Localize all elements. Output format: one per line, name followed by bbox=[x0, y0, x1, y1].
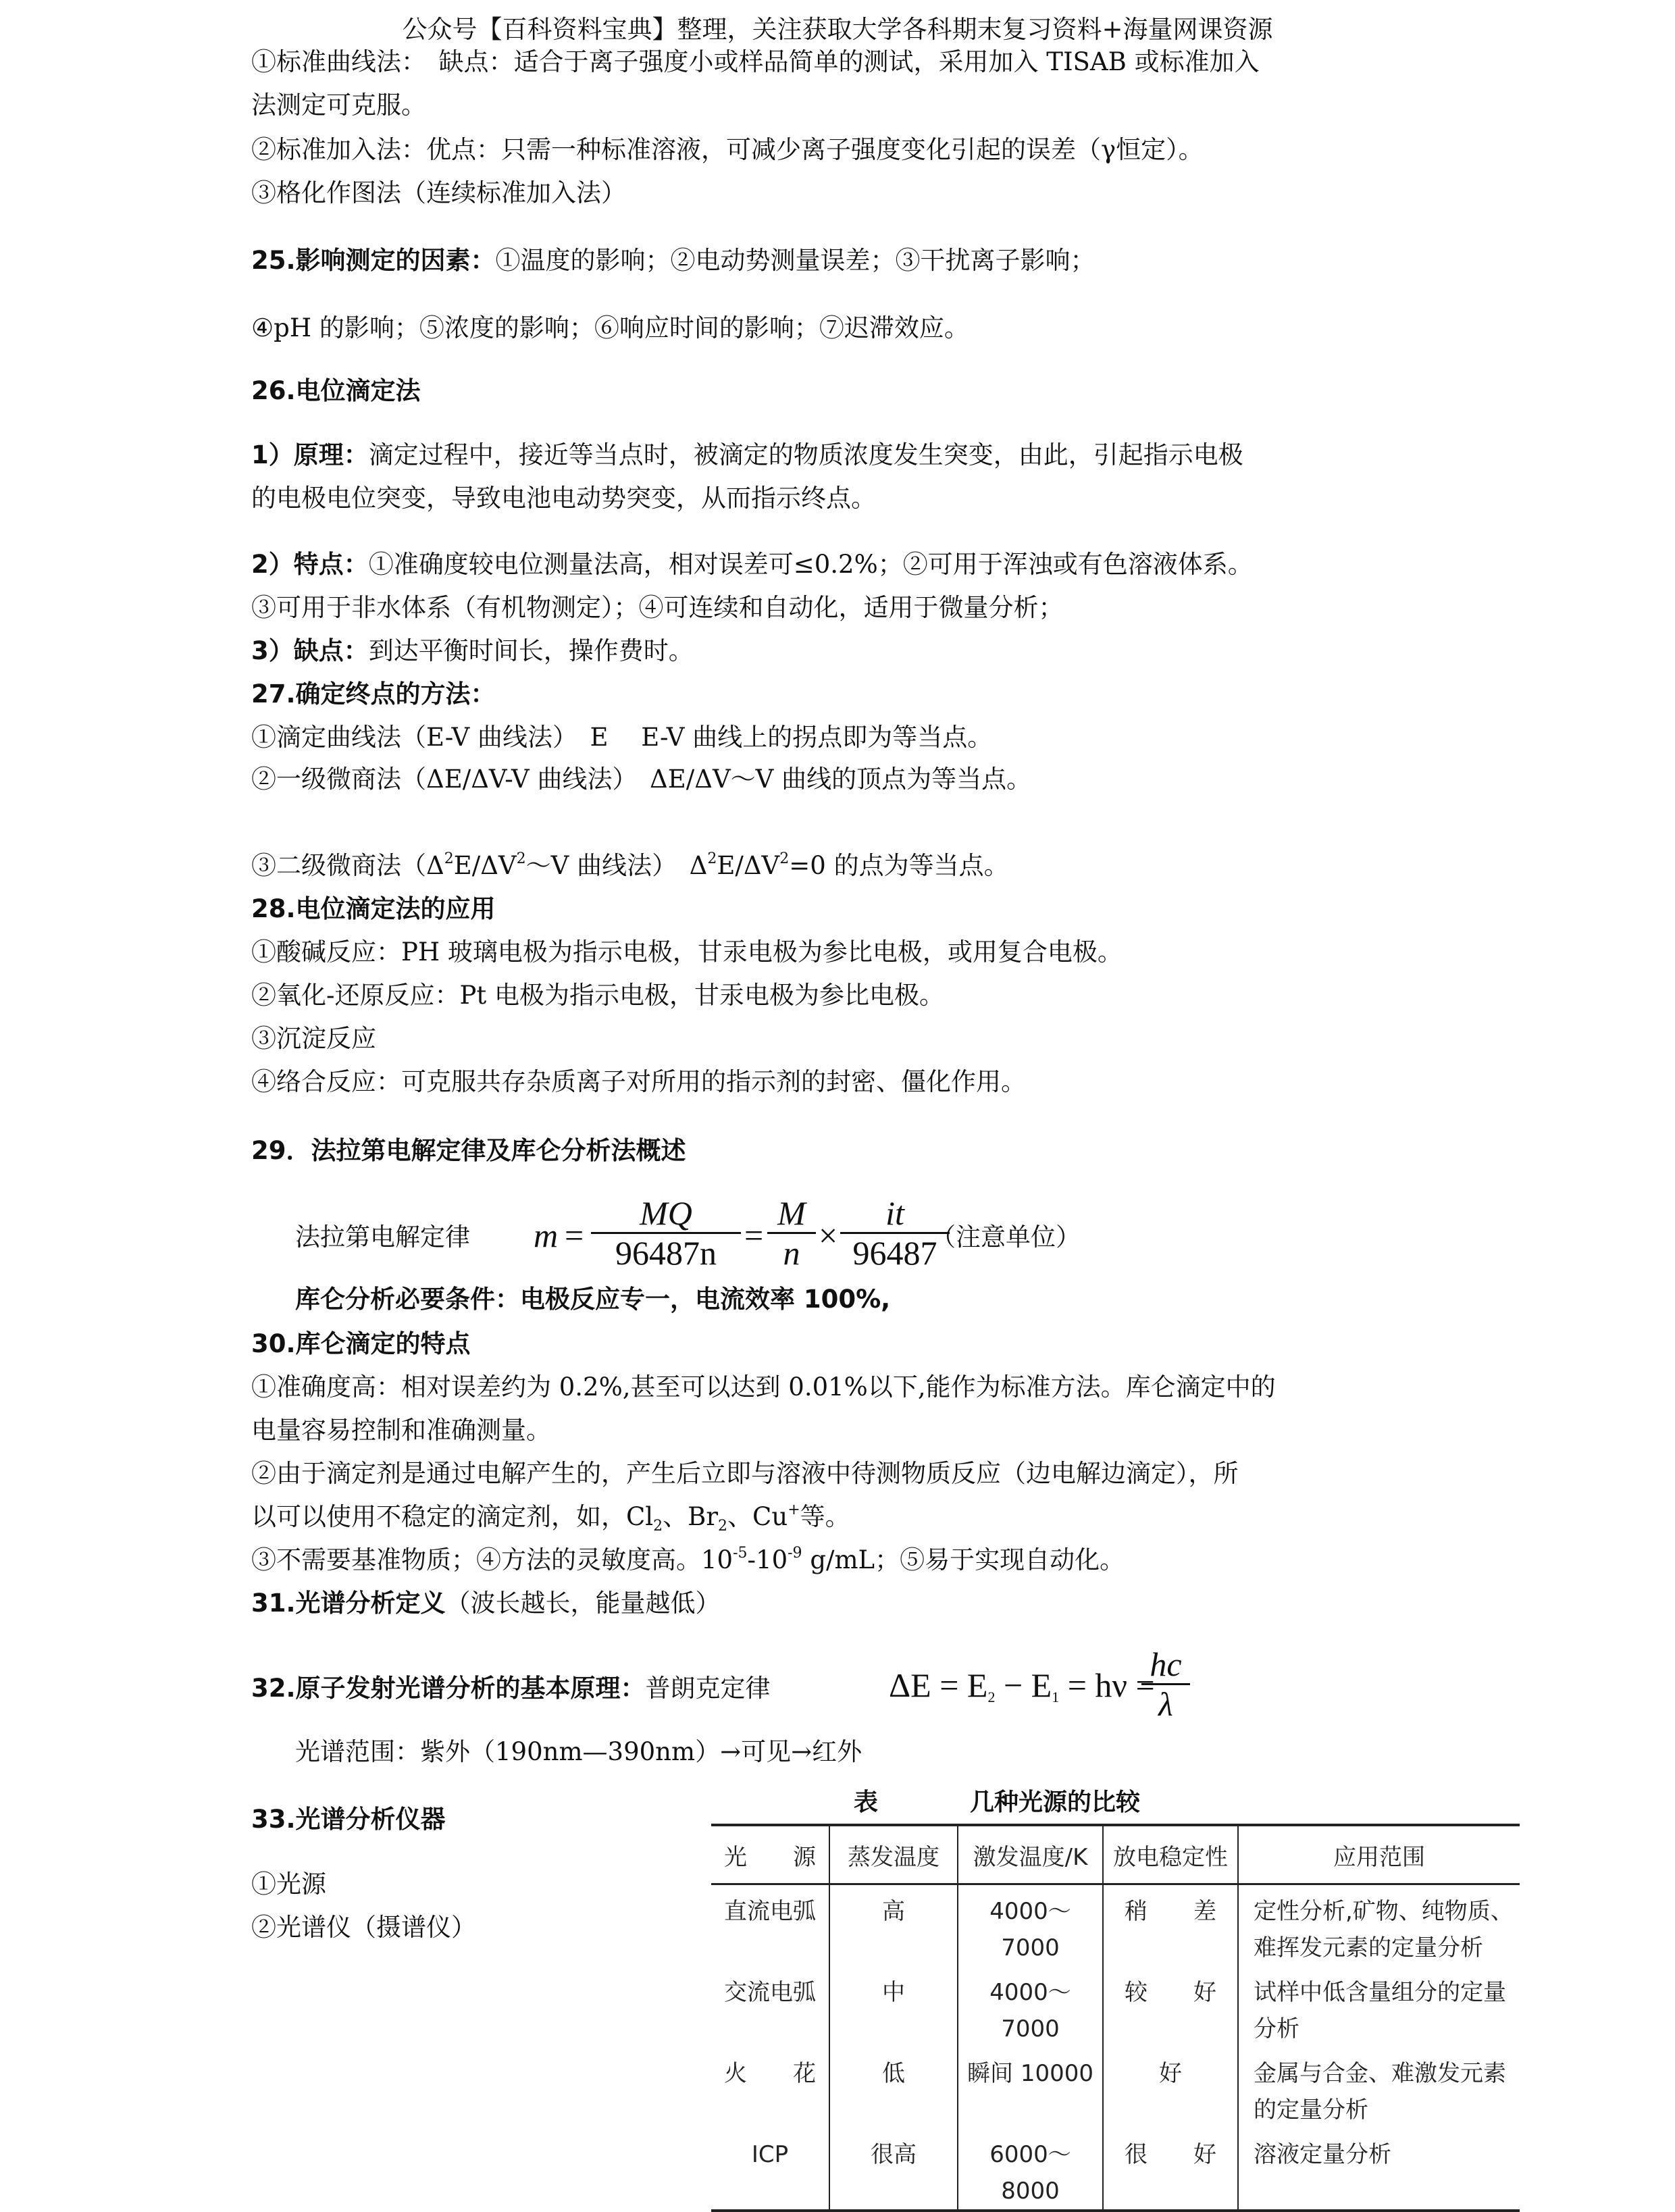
text-line: ④pH 的影响；⑤浓度的影响；⑥响应时间的影响；⑦迟滞效应。 bbox=[251, 313, 969, 342]
planck-formula bbox=[889, 1666, 1155, 1705]
fraction-hc-over-lambda bbox=[1141, 1645, 1190, 1723]
denominator: n bbox=[767, 1232, 816, 1272]
denominator: λ bbox=[1141, 1683, 1190, 1723]
text-line bbox=[251, 850, 1009, 882]
note-text: （注意单位） bbox=[931, 1223, 1081, 1252]
text-line: ②标准加入法：优点：只需一种标准溶液，可减少离子强度变化引起的误差（γ恒定）。 bbox=[251, 135, 1204, 164]
table-row bbox=[711, 1966, 1520, 2047]
section-25 bbox=[251, 245, 1096, 277]
section-31 bbox=[251, 1587, 721, 1620]
table-cell: 直流电弧 bbox=[724, 1898, 816, 1925]
table-cell: 交流电弧 bbox=[724, 1979, 816, 2006]
table-cell: 金属与合金、难激发元素的定量分析 bbox=[1238, 2047, 1520, 2128]
section-title: 31.光谱分析定义 bbox=[251, 1589, 446, 1618]
fraction-m-over-n bbox=[767, 1194, 816, 1272]
superscript: -9 bbox=[788, 1545, 802, 1562]
section-title: 28.电位滴定法的应用 bbox=[251, 894, 496, 923]
text: ～V 曲线法） Δ bbox=[525, 851, 708, 880]
text: 等。 bbox=[800, 1502, 850, 1531]
denominator: 96487 bbox=[840, 1232, 950, 1272]
text: 、Cu bbox=[727, 1502, 788, 1531]
text: ③二级微商法（Δ bbox=[251, 851, 444, 880]
text: = hν = bbox=[1059, 1666, 1155, 1704]
text-line: 电量容易控制和准确测量。 bbox=[251, 1416, 551, 1445]
text-line: ①准确度高：相对误差约为 0.2%,甚至可以达到 0.01%以下,能作为标准方法。库仑滴定中的 bbox=[251, 1372, 1276, 1401]
formula-times: × bbox=[819, 1216, 838, 1254]
text-line: ③格化作图法（连续标准加入法） bbox=[251, 178, 626, 207]
text: 以可以使用不稳定的滴定剂，如，Cl bbox=[251, 1502, 654, 1531]
fraction-mq bbox=[591, 1194, 741, 1272]
section-title: 29．法拉第电解定律及库仑分析法概述 bbox=[251, 1136, 686, 1165]
paragraph bbox=[251, 635, 694, 667]
numerator: M bbox=[777, 1194, 806, 1232]
table-row bbox=[711, 2047, 1520, 2128]
table-cell: 很高 bbox=[829, 2128, 958, 2211]
table-cell: ICP bbox=[711, 2128, 829, 2211]
superscript: + bbox=[788, 1501, 800, 1518]
superscript: -5 bbox=[733, 1545, 748, 1562]
label: 3）缺点： bbox=[251, 636, 369, 665]
list-item: ②光谱仪（摄谱仪） bbox=[251, 1913, 476, 1942]
text: E/ΔV bbox=[453, 851, 517, 880]
text: ③不需要基准物质；④方法的灵敏度高。10 bbox=[251, 1545, 733, 1574]
text-line bbox=[251, 1501, 850, 1533]
text: 到达平衡时间长，操作费时。 bbox=[368, 636, 694, 665]
table-cell: 较 好 bbox=[1103, 1966, 1238, 2047]
table-cell: 中 bbox=[829, 1966, 958, 2047]
table-cell: 高 bbox=[829, 1884, 958, 1967]
text-line bbox=[251, 1544, 1125, 1576]
superscript: 2 bbox=[779, 850, 790, 867]
formula-m: m bbox=[534, 1216, 559, 1254]
text: ΔE = E bbox=[889, 1666, 988, 1704]
formula-equals: = bbox=[565, 1216, 584, 1254]
coulometry-condition: 库仑分析必要条件：电极反应专一，电流效率 100%, bbox=[295, 1285, 891, 1314]
text-line: ②一级微商法（ΔE/ΔV-V 曲线法） ΔE/ΔV～V 曲线的顶点为等当点。 bbox=[251, 765, 1032, 794]
paragraph bbox=[251, 548, 1253, 581]
section-title: 27.确定终点的方法： bbox=[251, 679, 496, 709]
table-cell: 溶液定量分析 bbox=[1238, 2128, 1520, 2211]
text-line: ①标准曲线法： 缺点：适合于离子强度小或样品简单的测试，采用加入 TISAB 或标准加入 bbox=[251, 47, 1260, 76]
text: 滴定过程中，接近等当点时，被滴定的物质浓度发生突变，由此，引起指示电极 bbox=[368, 440, 1243, 469]
text: g/mL；⑤易于实现自动化。 bbox=[802, 1545, 1125, 1574]
numerator: MQ bbox=[640, 1194, 692, 1232]
table-header: 应用范围 bbox=[1238, 1825, 1520, 1884]
section-title: 30.库仑滴定的特点 bbox=[251, 1329, 471, 1358]
formula-equals: = bbox=[744, 1216, 764, 1254]
table-caption-label: 表 bbox=[854, 1789, 879, 1816]
text: E/ΔV bbox=[717, 851, 780, 880]
text: （波长越长，能量越低） bbox=[445, 1589, 721, 1618]
table-cell: 好 bbox=[1103, 2047, 1238, 2128]
law-label: 法拉第电解定律 bbox=[295, 1223, 470, 1252]
text-line: ③可用于非水体系（有机物测定）；④可连续和自动化，适用于微量分析； bbox=[251, 593, 1064, 622]
table-cell: 4000～7000 bbox=[958, 1966, 1103, 2047]
text-line: ①酸碱反应：PH 玻璃电极为指示电极，甘汞电极为参比电极，或用复合电极。 bbox=[251, 937, 1123, 967]
table-cell: 低 bbox=[829, 2047, 958, 2128]
superscript: 2 bbox=[444, 850, 454, 867]
superscript: 2 bbox=[516, 850, 526, 867]
subscript: 1 bbox=[1052, 1689, 1060, 1705]
text: ①准确度较电位测量法高，相对误差可≤0.2%；②可用于浑浊或有色溶液体系。 bbox=[368, 550, 1253, 579]
list-item: ①光源 bbox=[251, 1870, 326, 1899]
table-header: 光 源 bbox=[711, 1825, 829, 1884]
superscript: 2 bbox=[707, 850, 717, 867]
table-caption: 几种光源的比较 bbox=[970, 1789, 1141, 1816]
text: 、Br bbox=[663, 1502, 719, 1531]
text-line: ②由于滴定剂是通过电解产生的，产生后立即与溶液中待测物质反应（边电解边滴定），所 bbox=[251, 1459, 1239, 1488]
table-cell: 很 好 bbox=[1103, 2128, 1238, 2211]
denominator: 96487n bbox=[591, 1232, 741, 1272]
light-source-table bbox=[711, 1824, 1520, 2212]
spectrum-range: 光谱范围：紫外（190nm—390nm）→可见→红外 bbox=[295, 1737, 862, 1766]
subscript: 2 bbox=[653, 1518, 663, 1535]
page-header: 公众号【百科资料宝典】整理，关注获取大学各科期末复习资料+海量网课资源 bbox=[402, 15, 1273, 44]
numerator: hc bbox=[1150, 1645, 1182, 1683]
text-line: ③沉淀反应 bbox=[251, 1024, 376, 1053]
table-cell: 试样中低含量组分的定量分析 bbox=[1238, 1966, 1520, 2047]
table-header-row bbox=[711, 1825, 1520, 1884]
text-line: ②氧化-还原反应：Pt 电极为指示电极，甘汞电极为参比电极。 bbox=[251, 981, 945, 1010]
section-title: 25.影响测定的因素： bbox=[251, 246, 496, 275]
section-title: 26.电位滴定法 bbox=[251, 376, 421, 405]
table-header: 放电稳定性 bbox=[1103, 1825, 1238, 1884]
table-header: 激发温度/K bbox=[958, 1825, 1103, 1884]
table-cell: 瞬间 10000 bbox=[958, 2047, 1103, 2128]
table-row bbox=[711, 1884, 1520, 1967]
text: -10 bbox=[747, 1545, 788, 1574]
section-title: 32.原子发射光谱分析的基本原理： bbox=[251, 1674, 646, 1703]
table-cell: 4000～7000 bbox=[958, 1884, 1103, 1967]
text: =0 的点为等当点。 bbox=[789, 851, 1009, 880]
table-row bbox=[711, 2128, 1520, 2211]
text: ①温度的影响；②电动势测量误差；③干扰离子影响； bbox=[495, 246, 1096, 275]
text-line: ④络合反应：可克服共存杂质离子对所用的指示剂的封密、僵化作用。 bbox=[251, 1067, 1026, 1096]
subscript: 2 bbox=[987, 1689, 996, 1705]
table-cell: 定性分析,矿物、纯物质、难挥发元素的定量分析 bbox=[1238, 1884, 1520, 1967]
text-line: 的电极电位突变，导致电池电动势突变，从而指示终点。 bbox=[251, 484, 876, 513]
table-cell: 稍 差 bbox=[1103, 1884, 1238, 1967]
section-title: 33.光谱分析仪器 bbox=[251, 1805, 446, 1834]
text: − E bbox=[995, 1666, 1052, 1704]
table-cell: 6000～8000 bbox=[958, 2128, 1103, 2211]
table-header: 蒸发温度 bbox=[829, 1825, 958, 1884]
subscript: 2 bbox=[718, 1518, 728, 1535]
text-line: 法测定可克服。 bbox=[251, 91, 426, 120]
numerator: it bbox=[885, 1194, 904, 1232]
label: 2）特点： bbox=[251, 550, 369, 579]
paragraph bbox=[251, 439, 1243, 471]
table-cell: 火 花 bbox=[724, 2060, 816, 2087]
text: 普朗克定律 bbox=[645, 1674, 771, 1703]
label: 1）原理： bbox=[251, 440, 369, 469]
text-line: ①滴定曲线法（E-V 曲线法） E E-V 曲线上的拐点即为等当点。 bbox=[251, 723, 993, 752]
section-32 bbox=[251, 1672, 771, 1705]
